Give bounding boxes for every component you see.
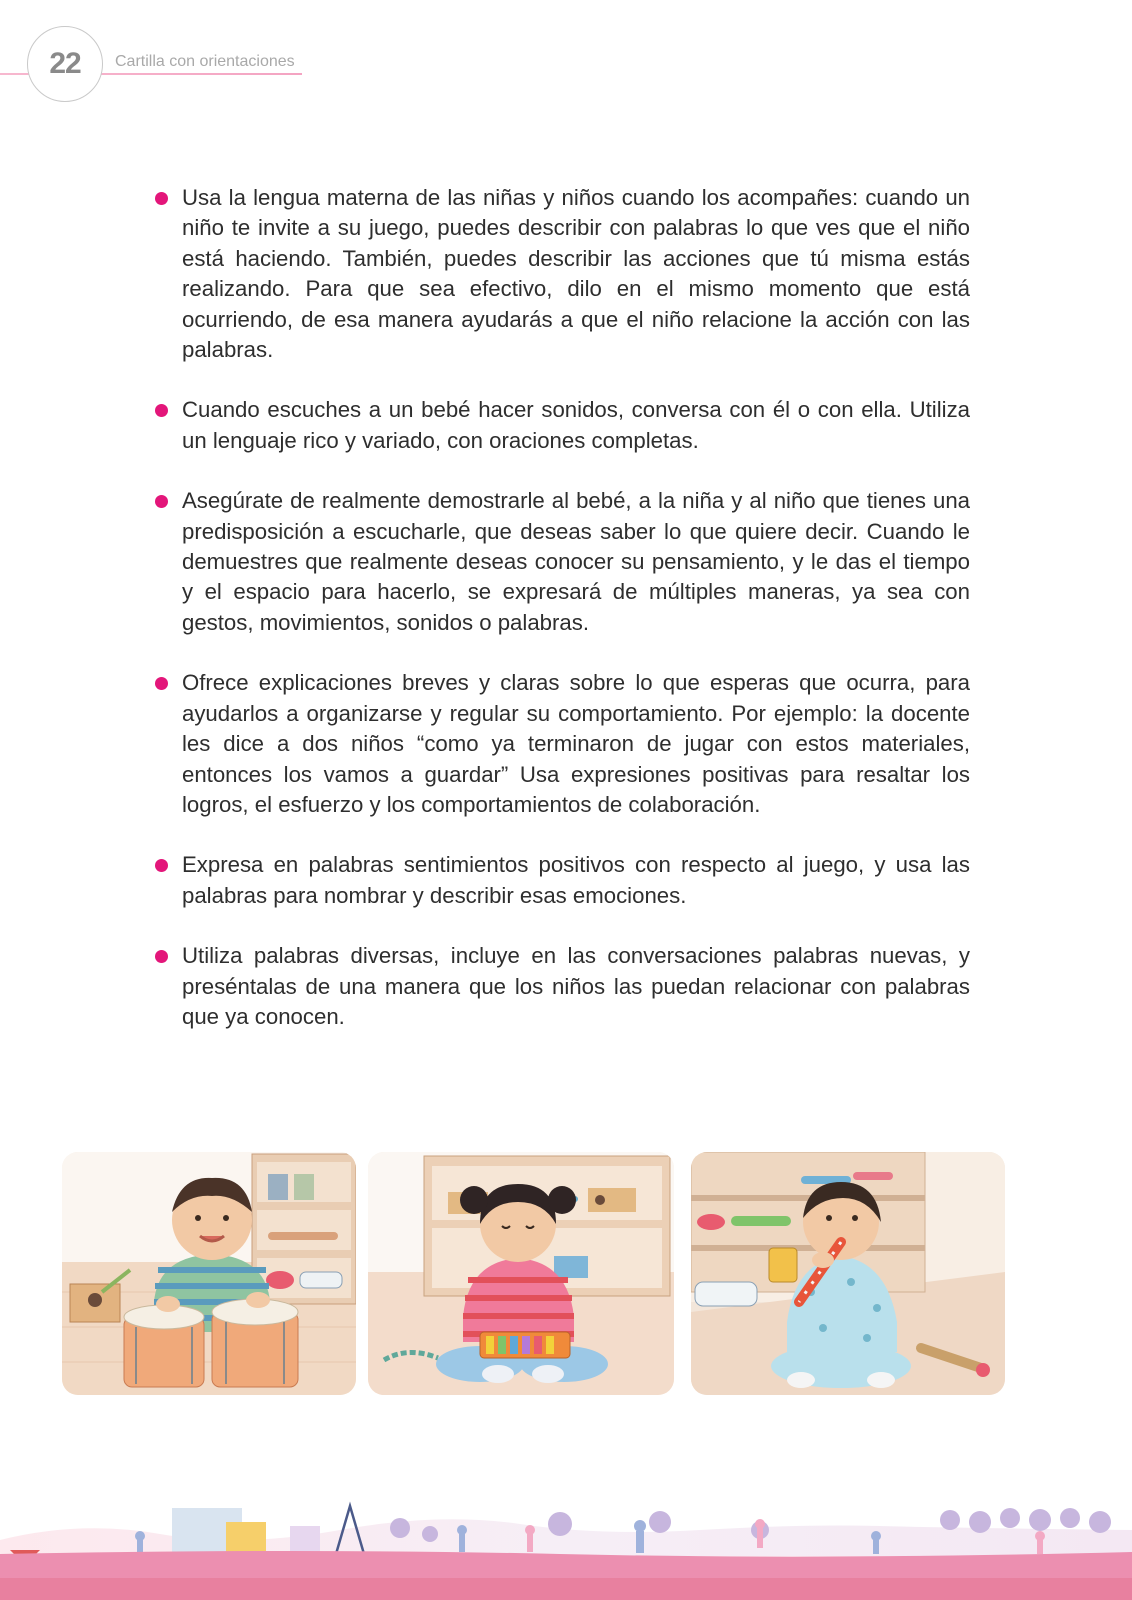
list-item — [152, 395, 970, 456]
page-header — [0, 0, 1132, 110]
list-item-text: Ofrece explicaciones breves y claras sobre lo que esperas que ocurra, para ayudarlos a organizarse y regular su comportamiento. Por ejemplo: la docente les dice a dos niños “como ya terminaron de jugar con estos materiales, entonces los vamos a guardar” Usa expresiones positivas para resaltar los logros, el esfuerzo y los comportamientos de colaboración. — [182, 670, 970, 817]
bullet-dot-icon — [155, 192, 168, 205]
page-number: 22 — [49, 47, 81, 80]
baby-playing-drums-illustration — [62, 1152, 356, 1395]
bullet-dot-icon — [155, 495, 168, 508]
list-item-text: Asegúrate de realmente demostrarle al bebé, a la niña y al niño que tienes una predisposición a escucharle, que deseas saber lo que quiere decir. Cuando le demuestres que realmente deseas conocer su pensamiento, y le das el tiempo y el espacio para hacerlo, se expresará de múltiples maneras, ya sea con gestos, movimientos, sonidos o palabras. — [182, 488, 970, 635]
list-item — [152, 941, 970, 1032]
list-item — [152, 486, 970, 638]
list-item — [152, 183, 970, 365]
list-item — [152, 668, 970, 820]
list-item-text: Expresa en palabras sentimientos positivos con respecto al juego, y usa las palabras para nombrar y describir esas emociones. — [182, 852, 970, 908]
page-number-badge — [27, 26, 103, 102]
running-title: Cartilla con orientaciones — [115, 53, 295, 70]
list-item-text: Utiliza palabras diversas, incluye en las conversaciones palabras nuevas, y preséntalas de una manera que los niños las puedan relacionar con palabras que ya conocen. — [182, 943, 970, 1029]
baby-playing-flute-illustration — [691, 1152, 1005, 1395]
bullet-dot-icon — [155, 404, 168, 417]
bullet-dot-icon — [155, 950, 168, 963]
illustrations-row — [62, 1152, 1006, 1396]
city-and-people-silhouette-band — [0, 1500, 1132, 1600]
list-item — [152, 850, 970, 911]
bullet-dot-icon — [155, 677, 168, 690]
list-item-text: Usa la lengua materna de las niñas y niños cuando los acompañes: cuando un niño te invite a su juego, puedes describir con palabras lo que ves que el niño está haciendo. También, puedes describir las acciones que tú misma estás realizando. Para que sea efectivo, dilo en el mismo momento que está ocurriendo, de esa manera ayudarás a que el niño relacione la acción con las palabras. — [182, 185, 970, 363]
list-item-text: Cuando escuches a un bebé hacer sonidos, conversa con él o con ella. Utiliza un lenguaje rico y variado, con oraciones completas. — [182, 397, 970, 453]
bullet-dot-icon — [155, 859, 168, 872]
girl-playing-xylophone-illustration — [368, 1152, 674, 1395]
recommendations-list — [152, 183, 970, 1062]
